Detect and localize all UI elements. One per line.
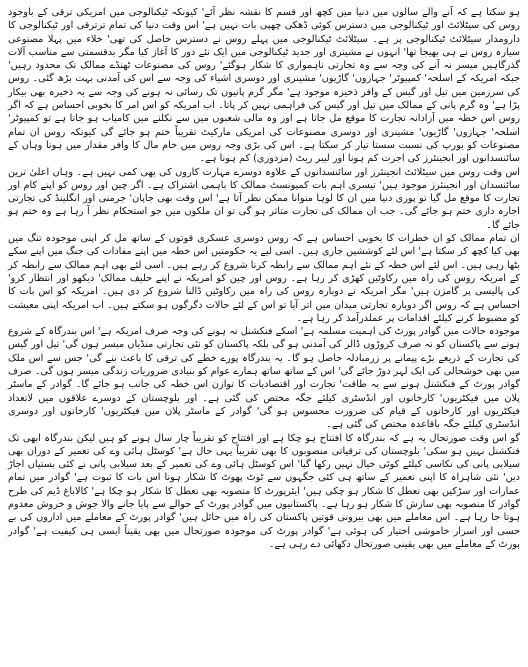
paragraph-3: ان تمام ممالک کو ان خطرات کا بخوبی احساس ہے کہ روس دوسری عسکری قوتوں کے ساتھ مل کر اپنی موجودہ تنگ میں بھی کیا کچھ کر سکتا ہے' اس لئے کوششیں جاری ہیں۔ اسی لیے یہ حکومتیں اس خطہ میں اپنے مفادات کی جنگ میں اپنے سکے بٹھا رہی ہیں۔ اس لئے اس خطہ کے نئے اہم ممالک سے رابطہ کرنا شروع کر رہے ہیں۔ اسی لئے بھی اہم ممالک سے رابطہ کر کے امریکہ روس کی راہ میں رکاوٹیں کھڑی کر رہا ہے۔ روس اور چین کو امریکہ نے اپنے حلیف ممالک' دیکھو اور انتظار کرو' کی پالیسی پر گامزن ہیں' مگر امریکہ نے دوبارہ روس کی راہ میں رکاوٹیں ڈالنا شروع کر دی ہیں۔ امریکہ کو اس بات کا احساس ہے کہ روس اگر دوبارہ تجارتی میدان میں اتر آیا تو اس کے لئے حالات دگرگوں ہو سکتے ہیں۔ اب امریکہ اپنی معیشت کو مضبوط کرنے کیلئے اقدامات پر عملدرآمد کر رہا ہے۔ [8,233,520,324]
article-body [8,6,520,661]
paragraph-2: اس وقت روس میں سیٹلائٹ انجینئرز اور سائنسدانوں کے علاوہ دوسرے مہارت کاروں کی بھی کمی نہیں ہے۔ وہاں اعلیٰ ترین سائنسدان اور انجینئرز موجود ہیں' تیسری اہم بات کمیونسٹ ممالک کا باہمی اشتراک ہے۔ اگر چین اور روس کو اپنے کام اور تجارت کا موقع مل گیا تو پوری دنیا میں ان کا لوہا منوانا ممکن نظر آتا ہے' اس وقت بھی جاپان' جرمنی اور انگلینڈ کی تجارتی اجارہ داری ختم ہو جائے گی۔ جب ان ممالک کی تجارت متاثر ہو گی تو ان ملکوں میں جو استحکام نظر آ رہا ہے وہ ختم ہو جائے گا۔ [8,166,520,231]
paragraph-1: ہو سکتا ہے کہ آنے والے سالوں میں دنیا میں کچھ اور قسم کا نقشہ نظر آئے' کیونکہ ٹیکنالوجی میں امریکی ترقی کے باوجود روس کی سیٹلائٹ اور ٹیکنالوجی میں دسترس کوئی ڈھکی چھپی بات نہیں ہے' اس وقت دنیا کی تمام ترترقی اور ٹیکنالوجی کا دارومدار سیٹلائٹ ٹیکنالوجی پر ہے۔ سیٹلائٹ ٹیکنالوجی میں پہلے روس نے دسترس حاصل کی تھی' خلاء میں پہلا مصنوعی سیارہ روس نے ہی بھیجا تھا' انہوں نے مشینری اور جدید ٹیکنالوجی میں ایک نئے دور کا آغاز کیا مگر بدقسمتی سے مناسب آلات گذرگاہیں میسر نہ آنے کی وجہ سے وہ تجارتی ناہمواری کا شکار ہوگئے' روس کی مصنوعات ٹھنڈے ممالک تک محدود رہیں' جبکہ امریکہ کے اسلحہ' کمپیوٹر' جہازوں' گاڑیوں' مشینری اور دوسری اشیاء کی وجہ سے اس کی آمدنی بہت بڑھ گئی۔ روس کی سرزمین میں تیل اور گیس کے وافر ذخیرہ موجود ہے' مگر گرم پانیوں تک رسائی نہ ہونے کی وجہ سے یہ ذخیرہ بھی بیکار پڑا ہے' وہ گرم پانی کے ممالک میں تیل اور گیس کی فراہمی نہیں کر پاتا۔ اب امریکہ کو اس امر کا بخوبی احساس ہے کہ اگر روس اس خطہ میں آزادانہ تجارت کا موقع مل جاتا ہے اور وہ مالی شعبوں میں سے نکلنے میں کامیاب ہو جاتا ہے تو کمپیوٹر' اسلحہ' جہازوں' گاڑیوں' مشینری اور دوسری مصنوعات کی امریکی مارکیٹ تقریباً ختم ہو جائے گی کیونکہ روس ان تمام مصنوعات کو یورپ کی نسبت سستا تیار کر سکتا ہے۔ اس کی بڑی وجہ روس میں خام مال کا وافر مقدار میں ہونا وہاں کے سائنسدانوں اور انجینئرز کی اجرت کم ہونا اور لیبر ریٹ (مزدوری) کم ہونا ہے۔ [8,7,520,165]
paragraph-5: گو اس وقت صورتحال یہ ہے کہ بندرگاہ کا افتتاح ہو چکا ہے اور افتتاح کو تقریباً چار سال ہونے کو ہیں لیکن بندرگاہ ابھی تک فنکشنل نہیں ہو سکی' بلوچستان کی ترقیاتی منصوبوں کا بھی تقریباً یہی حال ہے' کوسٹل ہائی وے کی تعمیر کے دوران بھی سیلابی پانی کی نکاسی کیلئے کوئی خیال نہیں رکھا گیا' اس کوسٹل ہائی وے کی تعمیر کے بعد سیلابی پانی نے کئی بستیاں اجاڑ دیں' نئی شاہراہ کا اپنی تعمیر کے ساتھ ہی کئی جگہوں سے ٹوٹ پھوٹ کا شکار ہونا اس بات کا ثبوت ہے' گوادر میں تمام عمارات اور سڑکیں بھی تعطل کا شکار ہو چکی ہیں' ایئرپورٹ کا منصوبہ بھی تعطل کا شکار ہو چکا ہے' کالاباغ ڈیم کی طرح گوادر کا منصوبہ بھی سازش کا شکار ہو رہا ہے۔ پاکستانیوں میں گوادر پورٹ کے حوالے سے پایا جانے والا جوش و خروش معدوم ہوتا جا رہا ہے۔ اس معاملے میں بھی بیرونی قوتیں پاکستان کی راہ میں حائل ہیں' گوادر پورٹ کے معاملے میں اداروں کی بے حسی اور اسرار خاموشی اختیار کی ہوئی ہے' گوادر پورٹ کی موجودہ صورتحال میں بھی یقیناً ایسی ہی کیفیت ہے' گوادر پورٹ کے معاملے میں بھی یقینی صورتحال دکھائی دے رہی ہے۔ [8,432,520,550]
paragraph-4: موجودہ حالات میں گوادر پورٹ کی اہمیت مسلمہ ہے' اسکے فنکشنل نہ ہونے کی وجہ صرف امریکہ ہے' اس بندرگاہ کے شروع ہونے سے پاکستان کو نہ صرف کروڑوں ڈالر کی آمدنی ہو گی بلکہ پاکستان کو نئی تجارتی منڈیاں میسر ہوں گی' تیل اور گیس کی تجارت کے ذریعے بڑے پیمانے پر زرمبادلہ حاصل ہو گا۔ یہ بندرگاہ پورے خطے کی ترقی کا باعث بنے گی' جس سے اس ملک میں بھی خوشحالی کی ایک لہر دوڑ جائے گی' اس کے ساتھ ساتھ ہمارے عوام کو بنیادی ضروریات زندگی میسر ہوں گی۔ صرف گوادر پورٹ کے فنکشنل ہونے سے یہ طاقت' تجارت اور اقتصادیات کا توازن اس خطہ کی جانب ہو جائے گا۔ گوادر کے ماسٹر پلان میں فیکٹریوں' کارخانوں اور انڈسٹری کیلئے جگہ مختص کی گئی ہے۔ اور بلوچستان کے دوسرے علاقوں میں لاتعداد فیکٹریوں اور کارخانوں کے قیام کی ضرورت محسوس ہو گی' گوادر کے ماسٹر پلان میں فیکٹریوں' کارخانوں اور دوسری انڈسٹری کیلئے جگہ باقاعدہ مختص کی گئی ہے۔ [8,326,520,431]
